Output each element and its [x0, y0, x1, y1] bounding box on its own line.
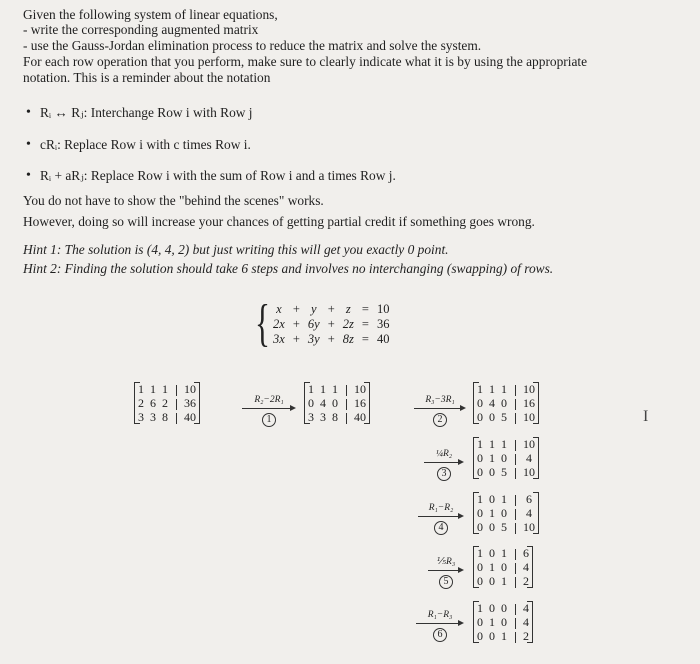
matrix-cell: 6 [526, 492, 532, 506]
matrix-cell: 1 [489, 451, 495, 465]
matrix-divider [510, 506, 520, 520]
matrix-cell: 1 [477, 382, 483, 396]
matrix-step-3 [473, 437, 539, 479]
matrix-cell: 10 [523, 410, 535, 424]
matrix-cell: 1 [489, 506, 495, 520]
equation-table [269, 302, 393, 347]
eq-cell: x [276, 302, 282, 316]
step-number-badge: 5 [439, 575, 453, 589]
note-behind-scenes: You do not have to show the "behind the scenes" works. [23, 193, 324, 208]
matrix-divider [171, 410, 181, 424]
eq-cell: 3y [307, 332, 320, 346]
arrow-icon [428, 567, 464, 574]
hint-2: Hint 2: Finding the solution should take 6 steps and involves no interchanging (swapping) of rows. [23, 261, 554, 276]
matrix-cell: 1 [162, 382, 168, 396]
matrix-cell: 40 [184, 410, 196, 424]
matrix-cell: 0 [489, 492, 495, 506]
eq-cell: + [292, 317, 300, 331]
matrix-cell: 10 [523, 520, 535, 534]
matrix-step-6 [473, 601, 533, 643]
matrix-cell: 4 [523, 615, 529, 629]
matrix-cell: 4 [489, 396, 495, 410]
step-number-badge: 4 [434, 521, 448, 535]
eq-cell: 2z [342, 317, 354, 331]
notation-replace: • Rᵢ + aRⱼ: Replace Row i with the sum of Row i and a times Row j. [40, 168, 396, 184]
matrix-cell: 6 [523, 546, 529, 560]
matrix-cell: 5 [501, 520, 507, 534]
matrix-cell: 0 [489, 410, 495, 424]
matrix-cell: 1 [489, 560, 495, 574]
eq-cell: 36 [376, 317, 390, 331]
matrix-cell: 3 [320, 410, 326, 424]
text-cursor-icon: I [643, 408, 649, 425]
arrow-icon [416, 620, 464, 627]
eq-cell: + [327, 332, 335, 346]
matrix-cell: 2 [523, 574, 529, 588]
matrix-cell: 1 [138, 382, 144, 396]
matrix-divider [510, 560, 520, 574]
matrix-cell: 0 [477, 560, 483, 574]
eq-cell: z [345, 302, 351, 316]
matrix-divider [510, 410, 520, 424]
note-partial-credit: However, doing so will increase your chances of getting partial credit if something goes wrong. [23, 214, 535, 229]
eq-cell: + [327, 302, 335, 316]
matrix-cell: 0 [489, 601, 495, 615]
matrix-step-1 [304, 382, 370, 424]
matrix-cell: 1 [501, 492, 507, 506]
matrix-divider [510, 520, 520, 534]
matrix-cell: 0 [477, 629, 483, 643]
matrix-cell: 1 [501, 546, 507, 560]
matrix-cell: 0 [477, 410, 483, 424]
eq-cell: 10 [376, 302, 390, 316]
matrix-divider [510, 629, 520, 643]
matrix-divider [171, 382, 181, 396]
matrix-divider [341, 382, 351, 396]
matrix-cell: 0 [477, 465, 483, 479]
eq-cell: + [292, 302, 300, 316]
matrix-cell: 0 [332, 396, 338, 410]
matrix-cell: 0 [477, 506, 483, 520]
matrix-divider [510, 546, 520, 560]
row-op-step-2 [414, 395, 466, 427]
eq-cell: 40 [376, 332, 390, 346]
eq-cell: + [292, 332, 300, 346]
matrix-cell: 0 [477, 396, 483, 410]
matrix-cell: 1 [501, 382, 507, 396]
intro-line-3: - use the Gauss-Jordan elimination process to reduce the matrix and solve the system. [23, 38, 482, 53]
eq-cell: 3x [273, 332, 285, 346]
matrix-cell: 1 [150, 382, 156, 396]
eq-cell: 6y [307, 317, 320, 331]
matrix-cell: 10 [523, 465, 535, 479]
matrix-cell: 1 [477, 492, 483, 506]
matrix-cell: 0 [489, 574, 495, 588]
matrix-cell: 4 [320, 396, 326, 410]
matrix-divider [510, 465, 520, 479]
matrix-cell: 5 [501, 410, 507, 424]
matrix-cell: 0 [477, 520, 483, 534]
row-op-label: R₂−2R₁ [254, 395, 284, 405]
matrix-cell: 1 [477, 437, 483, 451]
matrix-cell: 0 [489, 465, 495, 479]
step-number-badge: 3 [437, 467, 451, 481]
matrix-cell: 1 [501, 437, 507, 451]
matrix-cell: 1 [477, 546, 483, 560]
matrix-step-2 [473, 382, 539, 424]
matrix-cell: 10 [523, 437, 535, 451]
row-op-step-3 [424, 449, 464, 481]
matrix-divider [510, 574, 520, 588]
row-op-label: R₃−3R₁ [425, 395, 455, 405]
matrix-cell: 1 [332, 382, 338, 396]
matrix-cell: 1 [489, 437, 495, 451]
matrix-cell: 0 [489, 520, 495, 534]
matrix-cell: 5 [501, 465, 507, 479]
arrow-icon [424, 459, 464, 466]
eq-cell: = [361, 332, 369, 346]
matrix-divider [510, 615, 520, 629]
arrow-icon [414, 405, 466, 412]
matrix-cell: 10 [523, 382, 535, 396]
eq-cell: 2x [273, 317, 285, 331]
matrix-cell: 1 [477, 601, 483, 615]
matrix-divider [510, 437, 520, 451]
matrix-cell: 0 [501, 396, 507, 410]
matrix-cell: 3 [308, 410, 314, 424]
matrix-cell: 0 [501, 615, 507, 629]
matrix-cell: 4 [526, 506, 532, 520]
row-op-label: R₁−R₃ [427, 610, 453, 620]
step-number-badge: 2 [433, 413, 447, 427]
matrix-cell: 16 [354, 396, 366, 410]
matrix-cell: 2 [523, 629, 529, 643]
notation-interchange: • Rᵢ ↔ Rⱼ: Interchange Row i with Row j [40, 105, 253, 121]
matrix-cell: 0 [489, 629, 495, 643]
system-brace: { [255, 295, 270, 352]
arrow-icon [242, 405, 296, 412]
matrix-divider [171, 396, 181, 410]
matrix-cell: 1 [489, 382, 495, 396]
matrix-divider [341, 396, 351, 410]
matrix-step-4 [473, 492, 539, 534]
matrix-cell: 8 [332, 410, 338, 424]
matrix-cell: 0 [501, 601, 507, 615]
matrix-cell: 1 [489, 615, 495, 629]
row-op-label: R₁−R₂ [428, 503, 454, 513]
intro-line-1: Given the following system of linear equations, [23, 7, 278, 22]
eq-cell: = [361, 317, 369, 331]
matrix-divider [341, 410, 351, 424]
matrix-cell: 3 [138, 410, 144, 424]
matrix-cell: 0 [489, 546, 495, 560]
matrix-cell: 0 [308, 396, 314, 410]
matrix-step-5 [473, 546, 533, 588]
matrix-cell: 0 [477, 574, 483, 588]
matrix-divider [510, 492, 520, 506]
row-op-label: ⅕R₃ [436, 557, 456, 567]
notation-scale: • cRᵢ: Replace Row i with c times Row i. [40, 137, 251, 153]
matrix-cell: 0 [501, 506, 507, 520]
eq-cell: 8z [342, 332, 354, 346]
hint-1: Hint 1: The solution is (4, 4, 2) but just writing this will get you exactly 0 point. [23, 242, 449, 257]
matrix-cell: 1 [320, 382, 326, 396]
matrix-cell: 2 [162, 396, 168, 410]
matrix-divider [510, 451, 520, 465]
matrix-cell: 4 [523, 601, 529, 615]
arrow-icon [418, 513, 464, 520]
step-number-badge: 6 [433, 628, 447, 642]
matrix-cell: 0 [477, 451, 483, 465]
matrix-augmented [134, 382, 200, 424]
matrix-cell: 0 [501, 451, 507, 465]
eq-cell: y [311, 302, 317, 316]
matrix-cell: 36 [184, 396, 196, 410]
row-op-step-6 [416, 610, 464, 642]
matrix-divider [510, 396, 520, 410]
step-number-badge: 1 [262, 413, 276, 427]
matrix-cell: 2 [138, 396, 144, 410]
matrix-cell: 1 [308, 382, 314, 396]
matrix-cell: 0 [501, 560, 507, 574]
matrix-cell: 4 [523, 560, 529, 574]
matrix-cell: 0 [477, 615, 483, 629]
intro-line-5: notation. This is a reminder about the notation [23, 70, 271, 85]
row-op-step-5 [428, 556, 464, 589]
matrix-cell: 8 [162, 410, 168, 424]
eq-cell: = [361, 302, 369, 316]
matrix-cell: 1 [501, 629, 507, 643]
matrix-divider [510, 601, 520, 615]
matrix-cell: 10 [184, 382, 196, 396]
matrix-cell: 6 [150, 396, 156, 410]
row-op-step-1 [242, 395, 296, 427]
matrix-cell: 16 [523, 396, 535, 410]
matrix-cell: 40 [354, 410, 366, 424]
matrix-cell: 1 [501, 574, 507, 588]
intro-line-2: - write the corresponding augmented matrix [23, 22, 259, 37]
row-op-label: ¼R₂ [435, 449, 453, 459]
intro-line-4: For each row operation that you perform, make sure to clearly indicate what it is by using the appropriate [23, 54, 588, 69]
row-op-step-4 [418, 503, 464, 535]
matrix-divider [510, 382, 520, 396]
matrix-cell: 10 [354, 382, 366, 396]
matrix-cell: 3 [150, 410, 156, 424]
matrix-cell: 4 [526, 451, 532, 465]
eq-cell: + [327, 317, 335, 331]
